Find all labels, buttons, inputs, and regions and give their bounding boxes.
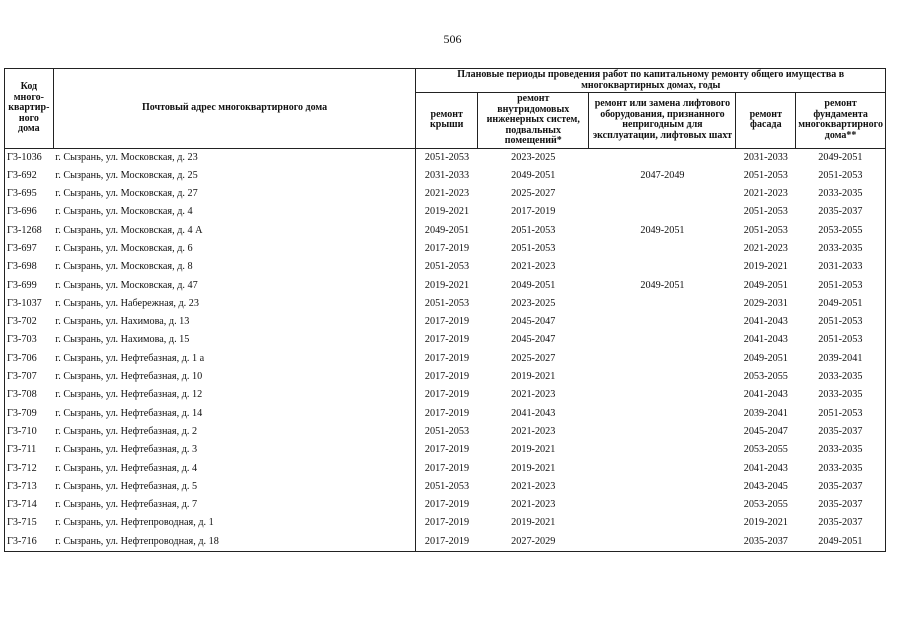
cell-lift: 2049-2051 bbox=[640, 224, 685, 236]
cell-lift bbox=[589, 386, 736, 404]
cell-facade: 2045-2047 bbox=[743, 425, 788, 437]
cell-facade: 2019-2021 bbox=[743, 261, 788, 273]
cell-foundation: 2033-2035 bbox=[796, 386, 886, 404]
cell-code: Г3-714 bbox=[5, 496, 54, 514]
cell-code: Г3-709 bbox=[5, 405, 54, 423]
cell-address: г. Сызрань, ул. Нефтебазная, д. 3 bbox=[53, 441, 416, 459]
cell-facade: 2049-2051 bbox=[743, 279, 788, 291]
cell-foundation: 2051-2053 bbox=[796, 313, 886, 331]
cell-code: Г3-692 bbox=[5, 167, 54, 185]
header-roof: ремонт крыши bbox=[416, 93, 478, 149]
cell-facade: 2041-2043 bbox=[743, 316, 788, 328]
cell-address: г. Сызрань, ул. Московская, д. 25 bbox=[53, 167, 416, 185]
cell-foundation: 2051-2053 bbox=[796, 277, 886, 295]
cell-foundation: 2033-2035 bbox=[796, 441, 886, 459]
cell-engineering: 2019-2021 bbox=[511, 444, 556, 456]
cell-facade: 2053-2055 bbox=[743, 444, 788, 456]
cell-roof: 2017-2019 bbox=[424, 334, 470, 346]
cell-address: г. Сызрань, ул. Нахимова, д. 15 bbox=[53, 331, 416, 349]
cell-foundation: 2035-2037 bbox=[796, 514, 886, 532]
cell-roof: 2049-2051 bbox=[424, 224, 470, 236]
cell-engineering: 2017-2019 bbox=[511, 206, 556, 218]
cell-lift bbox=[589, 185, 736, 203]
cell-address: г. Сызрань, ул. Московская, д. 8 bbox=[53, 258, 416, 276]
cell-facade: 2053-2055 bbox=[743, 371, 788, 383]
cell-lift bbox=[589, 460, 736, 478]
table-row bbox=[5, 258, 886, 276]
cell-engineering: 2021-2023 bbox=[511, 480, 556, 492]
cell-engineering: 2019-2021 bbox=[511, 517, 556, 529]
cell-address: г. Сызрань, ул. Нефтебазная, д. 14 bbox=[53, 405, 416, 423]
table-row bbox=[5, 240, 886, 258]
header-row-group bbox=[5, 69, 886, 93]
cell-code: Г3-716 bbox=[5, 533, 54, 552]
table-row bbox=[5, 331, 886, 349]
table-row bbox=[5, 386, 886, 404]
table-row bbox=[5, 496, 886, 514]
cell-facade: 2029-2031 bbox=[743, 297, 788, 309]
cell-engineering: 2021-2023 bbox=[511, 499, 556, 511]
cell-facade: 2041-2043 bbox=[743, 462, 788, 474]
cell-lift bbox=[589, 514, 736, 532]
cell-foundation: 2039-2041 bbox=[796, 350, 886, 368]
cell-engineering: 2051-2053 bbox=[511, 242, 556, 254]
cell-address: г. Сызрань, ул. Нефтебазная, д. 10 bbox=[53, 368, 416, 386]
cell-code: Г3-706 bbox=[5, 350, 54, 368]
cell-roof: 2017-2019 bbox=[424, 517, 470, 529]
cell-code: Г3-707 bbox=[5, 368, 54, 386]
repair-schedule-table bbox=[4, 68, 886, 552]
cell-roof: 2021-2023 bbox=[424, 188, 470, 200]
table-row bbox=[5, 313, 886, 331]
cell-code: Г3-712 bbox=[5, 460, 54, 478]
cell-facade: 2051-2053 bbox=[743, 206, 788, 218]
cell-lift bbox=[589, 148, 736, 167]
cell-lift bbox=[589, 331, 736, 349]
cell-facade: 2039-2041 bbox=[743, 407, 788, 419]
cell-roof: 2017-2019 bbox=[416, 533, 478, 552]
header-periods-group: Плановые периоды проведения работ по капитальному ремонту общего имущества в многоквартирных домах, годы bbox=[416, 69, 886, 93]
cell-facade: 2041-2043 bbox=[743, 389, 788, 401]
cell-address: г. Сызрань, ул. Нефтепроводная, д. 1 bbox=[53, 514, 416, 532]
cell-roof: 2017-2019 bbox=[424, 389, 470, 401]
cell-foundation: 2033-2035 bbox=[796, 185, 886, 203]
cell-address: г. Сызрань, ул. Московская, д. 4 А bbox=[53, 222, 416, 240]
cell-roof: 2017-2019 bbox=[424, 499, 470, 511]
cell-code: Г3-696 bbox=[5, 203, 54, 221]
header-engineering: ремонт внутридомовых инженерных систем, подвальных помещений* bbox=[478, 93, 589, 149]
cell-code: Г3-711 bbox=[5, 441, 54, 459]
cell-address: г. Сызрань, ул. Нефтебазная, д. 2 bbox=[53, 423, 416, 441]
cell-lift: 2049-2051 bbox=[640, 279, 685, 291]
cell-address: г. Сызрань, ул. Московская, д. 23 bbox=[53, 148, 416, 167]
cell-facade: 2035-2037 bbox=[736, 533, 796, 552]
table-row bbox=[5, 167, 886, 185]
cell-address: г. Сызрань, ул. Нефтебазная, д. 12 bbox=[53, 386, 416, 404]
cell-facade: 2031-2033 bbox=[743, 151, 788, 163]
cell-address: г. Сызрань, ул. Нахимова, д. 13 bbox=[53, 313, 416, 331]
cell-engineering: 2045-2047 bbox=[511, 316, 556, 328]
cell-roof: 2017-2019 bbox=[424, 462, 470, 474]
cell-foundation: 2033-2035 bbox=[796, 460, 886, 478]
cell-engineering: 2027-2029 bbox=[478, 533, 589, 552]
cell-address: г. Сызрань, ул. Московская, д. 27 bbox=[53, 185, 416, 203]
cell-roof: 2017-2019 bbox=[424, 407, 470, 419]
header-code: Код много-квартир-ного дома bbox=[5, 69, 54, 149]
cell-lift bbox=[589, 368, 736, 386]
cell-code: Г3-695 bbox=[5, 185, 54, 203]
cell-engineering: 2021-2023 bbox=[511, 425, 556, 437]
cell-foundation: 2051-2053 bbox=[796, 405, 886, 423]
cell-address: г. Сызрань, ул. Набережная, д. 23 bbox=[53, 295, 416, 313]
table-body bbox=[5, 148, 886, 552]
cell-code: Г3-715 bbox=[5, 514, 54, 532]
cell-foundation: 2035-2037 bbox=[796, 203, 886, 221]
table-row bbox=[5, 203, 886, 221]
cell-foundation: 2051-2053 bbox=[796, 167, 886, 185]
cell-lift bbox=[589, 258, 736, 276]
table-row bbox=[5, 350, 886, 368]
table-row bbox=[5, 441, 886, 459]
cell-facade: 2021-2023 bbox=[743, 242, 788, 254]
cell-lift bbox=[589, 478, 736, 496]
table-header bbox=[5, 69, 886, 149]
header-foundation: ремонт фундамента многоквартирного дома** bbox=[796, 93, 886, 149]
cell-facade: 2051-2053 bbox=[743, 224, 788, 236]
cell-roof: 2019-2021 bbox=[424, 279, 470, 291]
cell-facade: 2051-2053 bbox=[743, 169, 788, 181]
table-row bbox=[5, 405, 886, 423]
cell-address: г. Сызрань, ул. Московская, д. 4 bbox=[53, 203, 416, 221]
cell-code: Г3-702 bbox=[5, 313, 54, 331]
cell-engineering: 2049-2051 bbox=[511, 169, 556, 181]
cell-address: г. Сызрань, ул. Нефтепроводная, д. 18 bbox=[53, 533, 416, 552]
cell-facade: 2053-2055 bbox=[743, 499, 788, 511]
cell-foundation: 2049-2051 bbox=[796, 295, 886, 313]
cell-roof: 2051-2053 bbox=[424, 480, 470, 492]
cell-code: Г3-697 bbox=[5, 240, 54, 258]
cell-code: Г3-703 bbox=[5, 331, 54, 349]
cell-roof: 2031-2033 bbox=[424, 169, 470, 181]
cell-foundation: 2033-2035 bbox=[796, 240, 886, 258]
table-row bbox=[5, 460, 886, 478]
table-row bbox=[5, 368, 886, 386]
cell-roof: 2051-2053 bbox=[424, 297, 470, 309]
table-row bbox=[5, 514, 886, 532]
cell-foundation: 2049-2051 bbox=[796, 533, 886, 552]
cell-code: Г3-698 bbox=[5, 258, 54, 276]
cell-lift bbox=[589, 496, 736, 514]
cell-facade: 2049-2051 bbox=[743, 352, 788, 364]
cell-code: Г3-1268 bbox=[5, 222, 54, 240]
cell-lift bbox=[589, 350, 736, 368]
cell-code: Г3-1036 bbox=[5, 148, 54, 167]
cell-roof: 2017-2019 bbox=[424, 316, 470, 328]
cell-engineering: 2021-2023 bbox=[511, 261, 556, 273]
table-row bbox=[5, 295, 886, 313]
cell-engineering: 2019-2021 bbox=[511, 462, 556, 474]
cell-address: г. Сызрань, ул. Нефтебазная, д. 4 bbox=[53, 460, 416, 478]
cell-code: Г3-713 bbox=[5, 478, 54, 496]
cell-facade: 2019-2021 bbox=[743, 517, 788, 529]
cell-lift bbox=[589, 423, 736, 441]
table-row bbox=[5, 148, 886, 167]
table-row bbox=[5, 185, 886, 203]
table-row bbox=[5, 478, 886, 496]
page-number: 506 bbox=[443, 32, 462, 46]
cell-facade: 2021-2023 bbox=[743, 188, 788, 200]
cell-address: г. Сызрань, ул. Московская, д. 6 bbox=[53, 240, 416, 258]
table-row bbox=[5, 423, 886, 441]
cell-code: Г3-1037 bbox=[5, 295, 54, 313]
table-row bbox=[5, 277, 886, 295]
cell-engineering: 2049-2051 bbox=[511, 279, 556, 291]
cell-facade: 2043-2045 bbox=[743, 480, 788, 492]
cell-roof: 2017-2019 bbox=[424, 444, 470, 456]
cell-address: г. Сызрань, ул. Нефтебазная, д. 7 bbox=[53, 496, 416, 514]
cell-lift bbox=[589, 533, 736, 552]
cell-foundation: 2053-2055 bbox=[796, 222, 886, 240]
cell-facade: 2041-2043 bbox=[743, 334, 788, 346]
cell-lift: 2047-2049 bbox=[640, 169, 685, 181]
cell-address: г. Сызрань, ул. Московская, д. 47 bbox=[53, 277, 416, 295]
cell-foundation: 2031-2033 bbox=[796, 258, 886, 276]
cell-code: Г3-708 bbox=[5, 386, 54, 404]
cell-code: Г3-699 bbox=[5, 277, 54, 295]
cell-engineering: 2041-2043 bbox=[511, 407, 556, 419]
cell-engineering: 2045-2047 bbox=[511, 334, 556, 346]
cell-roof: 2051-2053 bbox=[424, 151, 470, 163]
cell-foundation: 2033-2035 bbox=[796, 368, 886, 386]
cell-engineering: 2023-2025 bbox=[511, 297, 556, 309]
cell-engineering: 2019-2021 bbox=[511, 371, 556, 383]
header-address: Почтовый адрес многоквартирного дома bbox=[53, 69, 416, 149]
cell-engineering: 2021-2023 bbox=[511, 389, 556, 401]
cell-roof: 2051-2053 bbox=[424, 425, 470, 437]
cell-foundation: 2035-2037 bbox=[796, 423, 886, 441]
cell-code: Г3-710 bbox=[5, 423, 54, 441]
cell-engineering: 2025-2027 bbox=[511, 352, 556, 364]
cell-engineering: 2023-2025 bbox=[511, 151, 556, 163]
header-lift: ремонт или замена лифтового оборудования, признанного непригодным для эксплуатации, лифтовых шахт bbox=[589, 93, 736, 149]
cell-foundation: 2049-2051 bbox=[796, 148, 886, 167]
cell-lift bbox=[589, 441, 736, 459]
table-row bbox=[5, 533, 886, 552]
cell-lift bbox=[589, 203, 736, 221]
cell-roof: 2017-2019 bbox=[424, 242, 470, 254]
cell-foundation: 2051-2053 bbox=[796, 331, 886, 349]
cell-roof: 2051-2053 bbox=[424, 261, 470, 273]
cell-lift bbox=[589, 240, 736, 258]
cell-engineering: 2051-2053 bbox=[511, 224, 556, 236]
cell-address: г. Сызрань, ул. Нефтебазная, д. 1 а bbox=[53, 350, 416, 368]
table-row bbox=[5, 222, 886, 240]
cell-lift bbox=[589, 405, 736, 423]
cell-engineering: 2025-2027 bbox=[511, 188, 556, 200]
cell-foundation: 2035-2037 bbox=[796, 478, 886, 496]
cell-address: г. Сызрань, ул. Нефтебазная, д. 5 bbox=[53, 478, 416, 496]
cell-roof: 2017-2019 bbox=[424, 371, 470, 383]
cell-roof: 2017-2019 bbox=[424, 352, 470, 364]
cell-lift bbox=[589, 295, 736, 313]
cell-lift bbox=[589, 313, 736, 331]
header-facade: ремонт фасада bbox=[736, 93, 796, 149]
cell-foundation: 2035-2037 bbox=[796, 496, 886, 514]
cell-roof: 2019-2021 bbox=[424, 206, 470, 218]
